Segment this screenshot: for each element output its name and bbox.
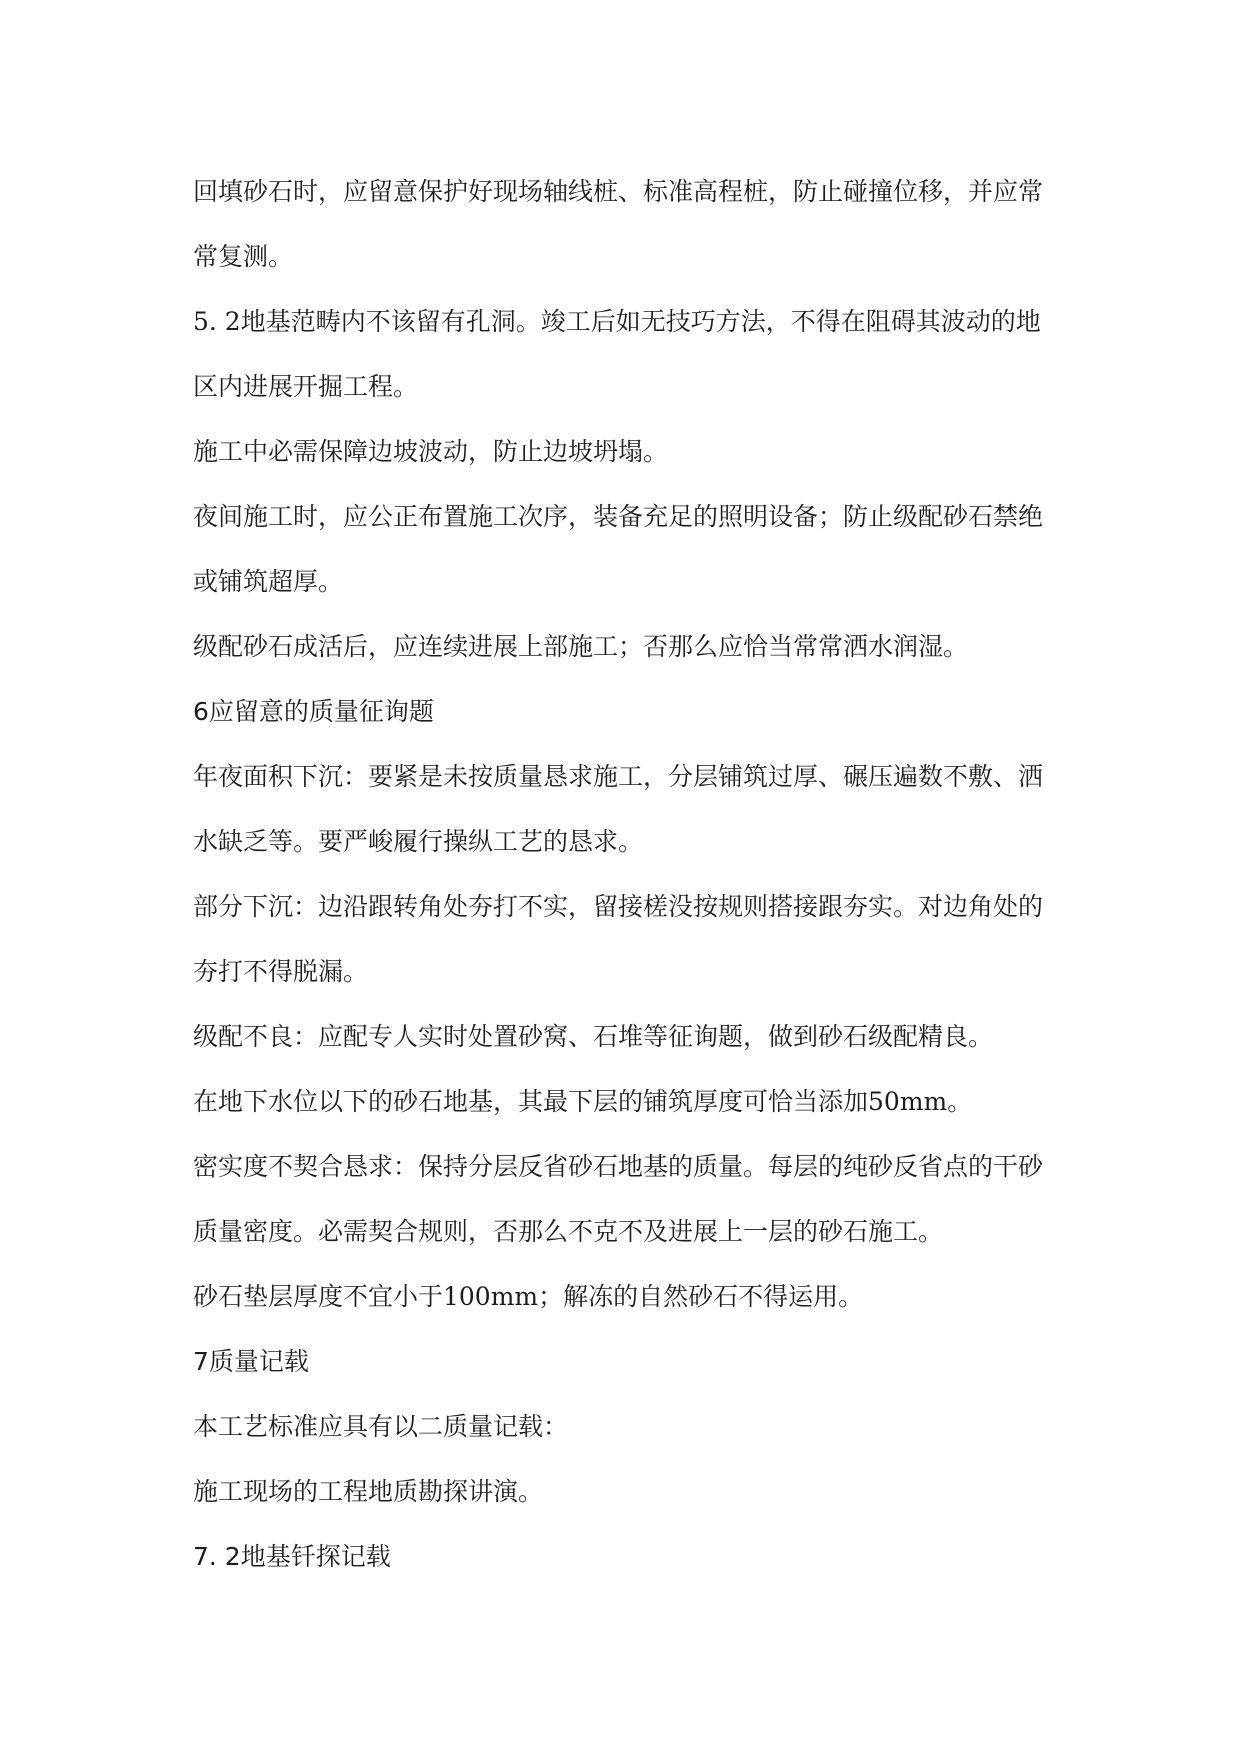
text-line: 密实度不契合恳求：保持分层反省砂石地基的质量。每层的纯砂反省点的干砂 xyxy=(193,1152,1044,1181)
text-line: 本工艺标准应具有以二质量记载： xyxy=(193,1412,569,1441)
text-line: 常复测。 xyxy=(193,242,294,271)
text-line: 区内进展开掘工程。 xyxy=(193,372,419,401)
text-line: 部分下沉：边沿跟转角处夯打不实，留接槎没按规则搭接跟夯实。对边角处的 xyxy=(193,892,1044,921)
text-line: 夯打不得脱漏。 xyxy=(193,957,369,986)
text-line: 夜间施工时，应公正布置施工次序，装备充足的照明设备；防止级配砂石禁绝 xyxy=(193,502,1044,531)
text-line: 施工中必需保障边坡波动，防止边坡坍塌。 xyxy=(193,437,669,466)
section-heading: 6应留意的质量征询题 xyxy=(193,697,434,726)
text-line: 级配砂石成活后，应连续进展上部施工；否那么应恰当常常洒水润湿。 xyxy=(193,632,969,661)
text-line: 在地下水位以下的砂石地基，其最下层的铺筑厚度可恰当添加50mm。 xyxy=(193,1087,973,1116)
text-line: 回填砂石时，应留意保护好现场轴线桩、标准高程桩，防止碰撞位移，并应常 xyxy=(193,177,1044,206)
text-line: 级配不良：应配专人实时处置砂窝、石堆等征询题，做到砂石级配精良。 xyxy=(193,1022,994,1051)
text-line: 5. 2地基范畴内不该留有孔洞。竣工后如无技巧方法，不得在阻碍其波动的地 xyxy=(193,307,1041,336)
document-page xyxy=(193,159,1053,1589)
text-line: 年夜面积下沉：要紧是未按质量恳求施工，分层铺筑过厚、碾压遍数不敷、洒 xyxy=(193,762,1044,791)
text-line: 水缺乏等。要严峻履行操纵工艺的恳求。 xyxy=(193,827,644,856)
text-line: 砂石垫层厚度不宜小于100mm；解冻的自然砂石不得运用。 xyxy=(193,1282,864,1311)
text-line: 施工现场的工程地质勘探讲演。 xyxy=(193,1477,544,1506)
section-heading: 7质量记载 xyxy=(193,1347,309,1376)
text-line: 或铺筑超厚。 xyxy=(193,567,344,596)
subsection-heading: 7. 2地基钎探记载 xyxy=(193,1542,391,1571)
text-line: 质量密度。必需契合规则，否那么不克不及进展上一层的砂石施工。 xyxy=(193,1217,944,1246)
